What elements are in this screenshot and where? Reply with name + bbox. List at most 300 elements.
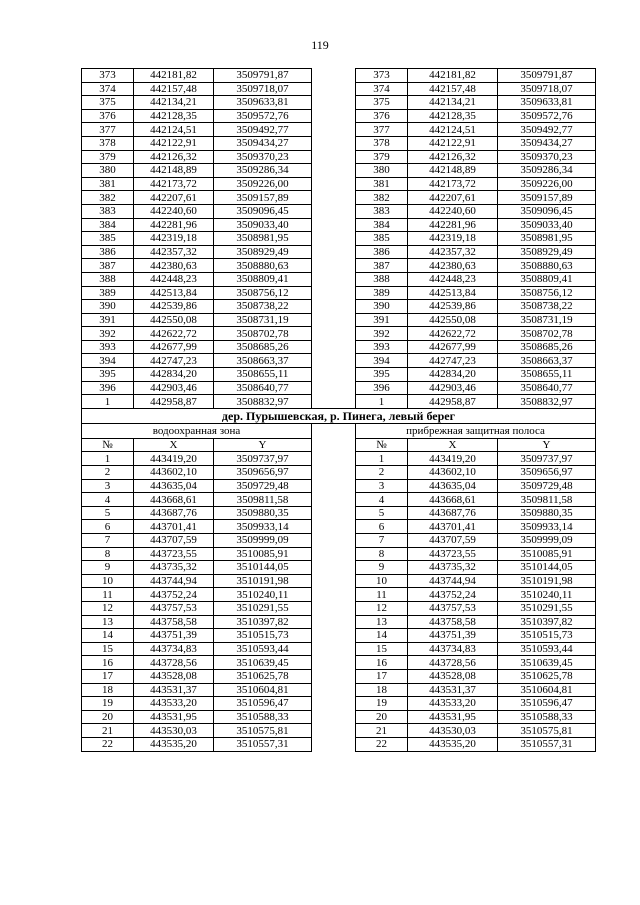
point-number-cell: 385 <box>356 232 408 246</box>
x-coordinate-cell: 442124,51 <box>134 123 214 137</box>
x-coordinate-cell: 443668,61 <box>408 493 498 507</box>
gap-cell <box>312 96 356 110</box>
point-number-cell: 375 <box>356 96 408 110</box>
y-coordinate-cell: 3509096,45 <box>214 204 312 218</box>
point-number-cell: 1 <box>356 395 408 409</box>
table-row <box>82 710 596 724</box>
x-coordinate-cell: 442134,21 <box>408 96 498 110</box>
table-row <box>82 615 596 629</box>
x-coordinate-cell: 442448,23 <box>408 272 498 286</box>
gap-cell <box>312 438 356 452</box>
x-coordinate-cell: 443752,24 <box>408 588 498 602</box>
table-row <box>82 479 596 493</box>
point-number-cell: 383 <box>82 204 134 218</box>
x-coordinate-cell: 443535,20 <box>408 737 498 751</box>
y-coordinate-cell: 3508702,78 <box>498 327 596 341</box>
x-coordinate-cell: 442173,72 <box>134 177 214 191</box>
x-coordinate-cell: 443528,08 <box>134 669 214 683</box>
y-coordinate-cell: 3509572,76 <box>498 109 596 123</box>
y-coordinate-cell: 3508738,22 <box>214 300 312 314</box>
point-number-cell: 11 <box>82 588 134 602</box>
x-coordinate-cell: 442747,23 <box>134 354 214 368</box>
y-coordinate-cell: 3508655,11 <box>214 368 312 382</box>
y-coordinate-cell: 3508832,97 <box>214 395 312 409</box>
gap-cell <box>312 340 356 354</box>
point-number-cell: 1 <box>356 452 408 466</box>
y-coordinate-cell: 3510144,05 <box>214 561 312 575</box>
gap-cell <box>312 191 356 205</box>
y-coordinate-cell: 3508929,49 <box>214 245 312 259</box>
table-row <box>82 354 596 368</box>
x-coordinate-cell: 443668,61 <box>134 493 214 507</box>
bottom-section <box>82 452 596 751</box>
x-coordinate-cell: 443734,83 <box>408 642 498 656</box>
gap-cell <box>312 574 356 588</box>
table-row <box>82 259 596 273</box>
y-coordinate-cell: 3509718,07 <box>498 82 596 96</box>
x-coordinate-cell: 442622,72 <box>134 327 214 341</box>
point-number-cell: 6 <box>356 520 408 534</box>
gap-cell <box>312 493 356 507</box>
table-row <box>82 656 596 670</box>
point-number-cell: 395 <box>82 368 134 382</box>
y-coordinate-cell: 3510588,33 <box>498 710 596 724</box>
point-number-cell: 19 <box>82 697 134 711</box>
x-coordinate-cell: 443707,59 <box>134 534 214 548</box>
x-coordinate-cell: 442207,61 <box>408 191 498 205</box>
x-coordinate-cell: 442448,23 <box>134 272 214 286</box>
x-coordinate-cell: 442747,23 <box>408 354 498 368</box>
x-coordinate-cell: 442677,99 <box>408 340 498 354</box>
gap-cell <box>312 327 356 341</box>
gap-cell <box>312 368 356 382</box>
y-coordinate-cell: 3510191,98 <box>498 574 596 588</box>
point-number-cell: 380 <box>356 164 408 178</box>
point-number-cell: 11 <box>356 588 408 602</box>
point-number-cell: 19 <box>356 697 408 711</box>
y-coordinate-cell: 3508702,78 <box>214 327 312 341</box>
point-number-cell: 9 <box>356 561 408 575</box>
point-number-cell: 18 <box>356 683 408 697</box>
gap-cell <box>312 82 356 96</box>
col-header-x: X <box>408 438 498 452</box>
gap-cell <box>312 136 356 150</box>
y-coordinate-cell: 3510397,82 <box>214 615 312 629</box>
y-coordinate-cell: 3508731,19 <box>214 313 312 327</box>
y-coordinate-cell: 3509999,09 <box>214 534 312 548</box>
y-coordinate-cell: 3509434,27 <box>498 136 596 150</box>
point-number-cell: 1 <box>82 452 134 466</box>
table-row <box>82 506 596 520</box>
x-coordinate-cell: 443723,55 <box>408 547 498 561</box>
point-number-cell: 382 <box>356 191 408 205</box>
gap-cell <box>312 218 356 232</box>
point-number-cell: 1 <box>82 395 134 409</box>
y-coordinate-cell: 3510291,55 <box>214 601 312 615</box>
x-coordinate-cell: 442207,61 <box>134 191 214 205</box>
y-coordinate-cell: 3508756,12 <box>498 286 596 300</box>
coordinates-table <box>81 68 596 752</box>
y-coordinate-cell: 3510575,81 <box>498 724 596 738</box>
x-coordinate-cell: 443531,37 <box>134 683 214 697</box>
table-row <box>82 724 596 738</box>
point-number-cell: 16 <box>356 656 408 670</box>
x-coordinate-cell: 443531,95 <box>408 710 498 724</box>
y-coordinate-cell: 3509656,97 <box>498 466 596 480</box>
gap-cell <box>312 588 356 602</box>
gap-cell <box>312 69 356 83</box>
point-number-cell: 391 <box>82 313 134 327</box>
section-title-row <box>82 408 596 423</box>
gap-cell <box>312 601 356 615</box>
table-row <box>82 245 596 259</box>
y-coordinate-cell: 3508929,49 <box>498 245 596 259</box>
gap-cell <box>312 300 356 314</box>
point-number-cell: 5 <box>82 506 134 520</box>
y-coordinate-cell: 3508981,95 <box>214 232 312 246</box>
table-row <box>82 381 596 395</box>
point-number-cell: 388 <box>356 272 408 286</box>
point-number-cell: 3 <box>356 479 408 493</box>
point-number-cell: 387 <box>82 259 134 273</box>
gap-cell <box>312 204 356 218</box>
gap-cell <box>312 724 356 738</box>
gap-cell <box>312 232 356 246</box>
section-title: дер. Пурышевская, р. Пинега, левый берег <box>82 408 596 423</box>
point-number-cell: 381 <box>82 177 134 191</box>
point-number-cell: 379 <box>356 150 408 164</box>
gap-cell <box>312 286 356 300</box>
gap-cell <box>312 164 356 178</box>
y-coordinate-cell: 3510639,45 <box>214 656 312 670</box>
point-number-cell: 374 <box>82 82 134 96</box>
table-row <box>82 642 596 656</box>
point-number-cell: 20 <box>82 710 134 724</box>
y-coordinate-cell: 3510596,47 <box>498 697 596 711</box>
x-coordinate-cell: 442357,32 <box>408 245 498 259</box>
point-number-cell: 376 <box>82 109 134 123</box>
y-coordinate-cell: 3509656,97 <box>214 466 312 480</box>
y-coordinate-cell: 3510397,82 <box>498 615 596 629</box>
point-number-cell: 373 <box>356 69 408 83</box>
point-number-cell: 4 <box>356 493 408 507</box>
table-row <box>82 300 596 314</box>
gap-cell <box>312 452 356 466</box>
y-coordinate-cell: 3509286,34 <box>498 164 596 178</box>
x-coordinate-cell: 442124,51 <box>408 123 498 137</box>
x-coordinate-cell: 443735,32 <box>134 561 214 575</box>
y-coordinate-cell: 3510191,98 <box>214 574 312 588</box>
point-number-cell: 377 <box>82 123 134 137</box>
gap-cell <box>312 354 356 368</box>
table-row <box>82 191 596 205</box>
y-coordinate-cell: 3509370,23 <box>498 150 596 164</box>
x-coordinate-cell: 442622,72 <box>408 327 498 341</box>
table-row <box>82 601 596 615</box>
y-coordinate-cell: 3510515,73 <box>498 629 596 643</box>
point-number-cell: 390 <box>356 300 408 314</box>
table-row <box>82 136 596 150</box>
point-number-cell: 394 <box>82 354 134 368</box>
table-row <box>82 547 596 561</box>
point-number-cell: 10 <box>82 574 134 588</box>
point-number-cell: 396 <box>356 381 408 395</box>
x-coordinate-cell: 442513,84 <box>408 286 498 300</box>
gap-cell <box>312 629 356 643</box>
y-coordinate-cell: 3510557,31 <box>214 737 312 751</box>
table-row <box>82 177 596 191</box>
x-coordinate-cell: 443635,04 <box>134 479 214 493</box>
x-coordinate-cell: 443744,94 <box>408 574 498 588</box>
x-coordinate-cell: 442157,48 <box>408 82 498 96</box>
point-number-cell: 9 <box>82 561 134 575</box>
table-row <box>82 82 596 96</box>
x-coordinate-cell: 442903,46 <box>134 381 214 395</box>
point-number-cell: 385 <box>82 232 134 246</box>
y-coordinate-cell: 3509157,89 <box>498 191 596 205</box>
table-row <box>82 574 596 588</box>
point-number-cell: 17 <box>82 669 134 683</box>
gap-cell <box>312 150 356 164</box>
right-zone-title: прибрежная защитная полоса <box>356 423 596 438</box>
table-row <box>82 669 596 683</box>
x-coordinate-cell: 442550,08 <box>134 313 214 327</box>
point-number-cell: 18 <box>82 683 134 697</box>
y-coordinate-cell: 3510625,78 <box>498 669 596 683</box>
point-number-cell: 13 <box>82 615 134 629</box>
page-number: 119 <box>311 38 329 52</box>
gap-cell <box>312 683 356 697</box>
gap-cell <box>312 506 356 520</box>
x-coordinate-cell: 442834,20 <box>408 368 498 382</box>
x-coordinate-cell: 443757,53 <box>134 601 214 615</box>
x-coordinate-cell: 443735,32 <box>408 561 498 575</box>
table-row <box>82 164 596 178</box>
point-number-cell: 378 <box>82 136 134 150</box>
point-number-cell: 384 <box>82 218 134 232</box>
y-coordinate-cell: 3509933,14 <box>498 520 596 534</box>
point-number-cell: 373 <box>82 69 134 83</box>
table-row <box>82 493 596 507</box>
gap-cell <box>312 313 356 327</box>
table-row <box>82 218 596 232</box>
x-coordinate-cell: 442148,89 <box>408 164 498 178</box>
y-coordinate-cell: 3510240,11 <box>498 588 596 602</box>
table-row <box>82 150 596 164</box>
point-number-cell: 16 <box>82 656 134 670</box>
y-coordinate-cell: 3509157,89 <box>214 191 312 205</box>
x-coordinate-cell: 443635,04 <box>408 479 498 493</box>
gap-cell <box>312 479 356 493</box>
y-coordinate-cell: 3508640,77 <box>498 381 596 395</box>
gap-cell <box>312 381 356 395</box>
point-number-cell: 379 <box>82 150 134 164</box>
point-number-cell: 382 <box>82 191 134 205</box>
col-header-number: № <box>356 438 408 452</box>
y-coordinate-cell: 3509933,14 <box>214 520 312 534</box>
y-coordinate-cell: 3509096,45 <box>498 204 596 218</box>
table-row <box>82 327 596 341</box>
col-header-x: X <box>134 438 214 452</box>
x-coordinate-cell: 442128,35 <box>134 109 214 123</box>
gap-cell <box>312 737 356 751</box>
y-coordinate-cell: 3509737,97 <box>498 452 596 466</box>
point-number-cell: 5 <box>356 506 408 520</box>
y-coordinate-cell: 3508685,26 <box>498 340 596 354</box>
col-header-y: Y <box>214 438 312 452</box>
x-coordinate-cell: 442181,82 <box>134 69 214 83</box>
x-coordinate-cell: 443744,94 <box>134 574 214 588</box>
x-coordinate-cell: 442958,87 <box>134 395 214 409</box>
y-coordinate-cell: 3509999,09 <box>498 534 596 548</box>
point-number-cell: 22 <box>356 737 408 751</box>
point-number-cell: 395 <box>356 368 408 382</box>
x-coordinate-cell: 443723,55 <box>134 547 214 561</box>
y-coordinate-cell: 3510085,91 <box>214 547 312 561</box>
x-coordinate-cell: 442380,63 <box>134 259 214 273</box>
gap-cell <box>312 272 356 286</box>
y-coordinate-cell: 3509492,77 <box>214 123 312 137</box>
point-number-cell: 3 <box>82 479 134 493</box>
y-coordinate-cell: 3510604,81 <box>214 683 312 697</box>
point-number-cell: 396 <box>82 381 134 395</box>
x-coordinate-cell: 443533,20 <box>408 697 498 711</box>
table-row <box>82 466 596 480</box>
table-row <box>82 737 596 751</box>
point-number-cell: 15 <box>82 642 134 656</box>
y-coordinate-cell: 3510604,81 <box>498 683 596 697</box>
x-coordinate-cell: 443752,24 <box>134 588 214 602</box>
x-coordinate-cell: 442134,21 <box>134 96 214 110</box>
point-number-cell: 390 <box>82 300 134 314</box>
table-row <box>82 123 596 137</box>
gap-cell <box>312 423 356 438</box>
y-coordinate-cell: 3508663,37 <box>498 354 596 368</box>
gap-cell <box>312 177 356 191</box>
point-number-cell: 378 <box>356 136 408 150</box>
point-number-cell: 386 <box>356 245 408 259</box>
x-coordinate-cell: 443728,56 <box>134 656 214 670</box>
y-coordinate-cell: 3509434,27 <box>214 136 312 150</box>
x-coordinate-cell: 443758,58 <box>134 615 214 629</box>
x-coordinate-cell: 442357,32 <box>134 245 214 259</box>
y-coordinate-cell: 3509033,40 <box>498 218 596 232</box>
x-coordinate-cell: 442181,82 <box>408 69 498 83</box>
y-coordinate-cell: 3510625,78 <box>214 669 312 683</box>
x-coordinate-cell: 442126,32 <box>134 150 214 164</box>
point-number-cell: 393 <box>356 340 408 354</box>
point-number-cell: 392 <box>356 327 408 341</box>
x-coordinate-cell: 443533,20 <box>134 697 214 711</box>
x-coordinate-cell: 443530,03 <box>408 724 498 738</box>
y-coordinate-cell: 3508880,63 <box>214 259 312 273</box>
left-zone-title: водоохранная зона <box>82 423 312 438</box>
x-coordinate-cell: 443528,08 <box>408 669 498 683</box>
gap-cell <box>312 245 356 259</box>
y-coordinate-cell: 3509226,00 <box>498 177 596 191</box>
point-number-cell: 8 <box>356 547 408 561</box>
point-number-cell: 22 <box>82 737 134 751</box>
table-row <box>82 109 596 123</box>
y-coordinate-cell: 3509226,00 <box>214 177 312 191</box>
y-coordinate-cell: 3509370,23 <box>214 150 312 164</box>
y-coordinate-cell: 3509286,34 <box>214 164 312 178</box>
gap-cell <box>312 547 356 561</box>
point-number-cell: 394 <box>356 354 408 368</box>
table-row <box>82 232 596 246</box>
zone-title-row <box>82 423 596 438</box>
x-coordinate-cell: 442128,35 <box>408 109 498 123</box>
gap-cell <box>312 466 356 480</box>
x-coordinate-cell: 443531,37 <box>408 683 498 697</box>
table-row <box>82 204 596 218</box>
point-number-cell: 8 <box>82 547 134 561</box>
table-row <box>82 452 596 466</box>
table-row <box>82 588 596 602</box>
table-row <box>82 272 596 286</box>
column-header-row <box>82 438 596 452</box>
x-coordinate-cell: 443707,59 <box>408 534 498 548</box>
x-coordinate-cell: 442319,18 <box>134 232 214 246</box>
y-coordinate-cell: 3508809,41 <box>214 272 312 286</box>
point-number-cell: 21 <box>356 724 408 738</box>
point-number-cell: 7 <box>82 534 134 548</box>
y-coordinate-cell: 3510144,05 <box>498 561 596 575</box>
y-coordinate-cell: 3510291,55 <box>498 601 596 615</box>
y-coordinate-cell: 3509811,58 <box>498 493 596 507</box>
x-coordinate-cell: 443701,41 <box>408 520 498 534</box>
y-coordinate-cell: 3508809,41 <box>498 272 596 286</box>
gap-cell <box>312 561 356 575</box>
point-number-cell: 10 <box>356 574 408 588</box>
header-section <box>82 408 596 452</box>
point-number-cell: 12 <box>356 601 408 615</box>
x-coordinate-cell: 443728,56 <box>408 656 498 670</box>
table-row <box>82 313 596 327</box>
x-coordinate-cell: 442677,99 <box>134 340 214 354</box>
x-coordinate-cell: 443758,58 <box>408 615 498 629</box>
y-coordinate-cell: 3509633,81 <box>214 96 312 110</box>
y-coordinate-cell: 3509880,35 <box>214 506 312 520</box>
y-coordinate-cell: 3510596,47 <box>214 697 312 711</box>
point-number-cell: 389 <box>356 286 408 300</box>
x-coordinate-cell: 443602,10 <box>134 466 214 480</box>
point-number-cell: 6 <box>82 520 134 534</box>
col-header-number: № <box>82 438 134 452</box>
gap-cell <box>312 615 356 629</box>
top-section <box>82 69 596 409</box>
y-coordinate-cell: 3508663,37 <box>214 354 312 368</box>
y-coordinate-cell: 3508731,19 <box>498 313 596 327</box>
point-number-cell: 13 <box>356 615 408 629</box>
point-number-cell: 374 <box>356 82 408 96</box>
x-coordinate-cell: 442240,60 <box>408 204 498 218</box>
x-coordinate-cell: 442157,48 <box>134 82 214 96</box>
y-coordinate-cell: 3509718,07 <box>214 82 312 96</box>
table-row <box>82 520 596 534</box>
x-coordinate-cell: 442173,72 <box>408 177 498 191</box>
point-number-cell: 20 <box>356 710 408 724</box>
table-row <box>82 629 596 643</box>
point-number-cell: 389 <box>82 286 134 300</box>
y-coordinate-cell: 3509737,97 <box>214 452 312 466</box>
x-coordinate-cell: 443687,76 <box>408 506 498 520</box>
point-number-cell: 386 <box>82 245 134 259</box>
point-number-cell: 14 <box>82 629 134 643</box>
gap-cell <box>312 109 356 123</box>
point-number-cell: 14 <box>356 629 408 643</box>
x-coordinate-cell: 443531,95 <box>134 710 214 724</box>
